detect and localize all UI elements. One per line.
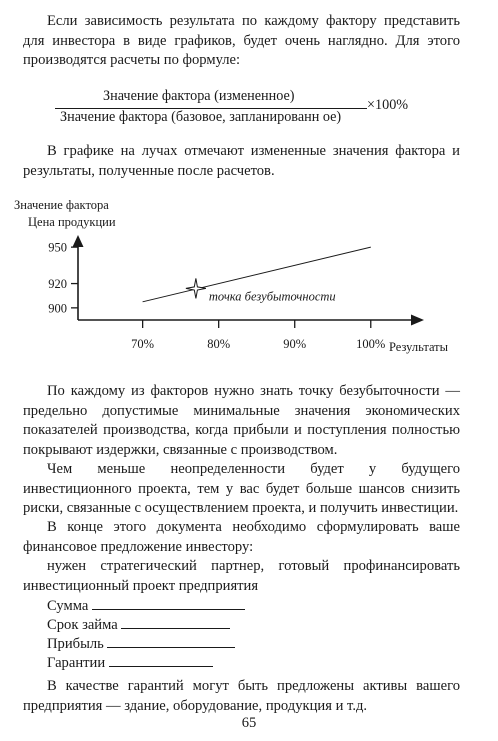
formula-denominator: Значение фактора (базовое, запланированн ое)	[60, 109, 342, 125]
form-field-label: Срок займа	[47, 617, 118, 633]
chart-y-tick-label: 920	[48, 277, 67, 292]
form-field-label: Прибыль	[47, 636, 104, 652]
chart-y-axis-arrow	[73, 235, 84, 247]
chart-x-label: Результаты	[389, 340, 449, 354]
chart-x-tick-label: 90%	[283, 337, 307, 351]
chart-x-axis-arrow	[411, 315, 424, 326]
uncertainty-paragraph: Чем меньше неопределенности будет у будущего инвестиционного проекта, тем у вас будет больше шансов снизить риски, связанные с осуществлением проекта, и получить инвестиции.	[23, 461, 460, 516]
guarantees-paragraph: В качестве гарантий могут быть предложены активы вашего предприятия — здание, оборудование, продукция и т.д.	[23, 678, 460, 714]
chart-x-tick-label: 80%	[207, 337, 231, 351]
breakeven-chart	[0, 185, 498, 360]
page-number: 65	[241, 715, 257, 731]
offer-intro-paragraph: В конце этого документа необходимо сформулировать ваше финансовое предложение инвестору:	[23, 519, 460, 555]
form-field-guarantees	[47, 653, 213, 674]
chart-annotation	[186, 278, 336, 303]
formula	[55, 88, 435, 128]
formula-multiplier: ×100%	[367, 97, 409, 113]
breakeven-paragraph: По каждому из факторов нужно знать точку безубыточности — предельно допустимые минимальные значения экономических показателей производства, когда прибыли и поступления полностью покрывают издержки, связанные с производством.	[23, 383, 460, 458]
intro-paragraph: Если зависимость результата по каждому фактору представить для инвестора в виде графиков, будет очень наглядно. Для этого производятся расчеты по формуле:	[23, 13, 460, 68]
offer-text-paragraph: нужен стратегический партнер, готовый профинансировать инвестиционный проект предприятия	[23, 558, 460, 594]
form-field-blank	[121, 615, 230, 629]
chart-x-tick-label: 70%	[131, 337, 155, 351]
chart-annotation-label: точка безубыточности	[208, 289, 336, 304]
form-field-blank	[107, 634, 235, 648]
chart-x-tick-label: 100%	[356, 337, 386, 351]
form-field-profit	[47, 634, 235, 655]
form-field-term	[47, 615, 230, 636]
chart-x-ticks	[131, 320, 385, 351]
formula-numerator: Значение фактора (измененное)	[103, 88, 295, 104]
chart-y-tick-label: 950	[48, 240, 67, 255]
chart-y-tick-label: 900	[48, 301, 67, 316]
form-field-label: Сумма	[47, 598, 89, 614]
breakeven-star-marker	[186, 278, 206, 298]
chart-y-ticks	[48, 241, 78, 316]
form-field-label: Гарантии	[47, 655, 106, 671]
chart-y-title-2: Цена продукции	[28, 215, 116, 229]
form-field-blank	[92, 596, 245, 610]
chart-note-paragraph: В графике на лучах отмечают измененные значения фактора и результаты, полученные после расчетов.	[23, 143, 460, 179]
form-field-blank	[109, 653, 213, 667]
chart-y-title-1: Значение фактора	[14, 198, 109, 212]
form-field-amount	[47, 596, 245, 617]
